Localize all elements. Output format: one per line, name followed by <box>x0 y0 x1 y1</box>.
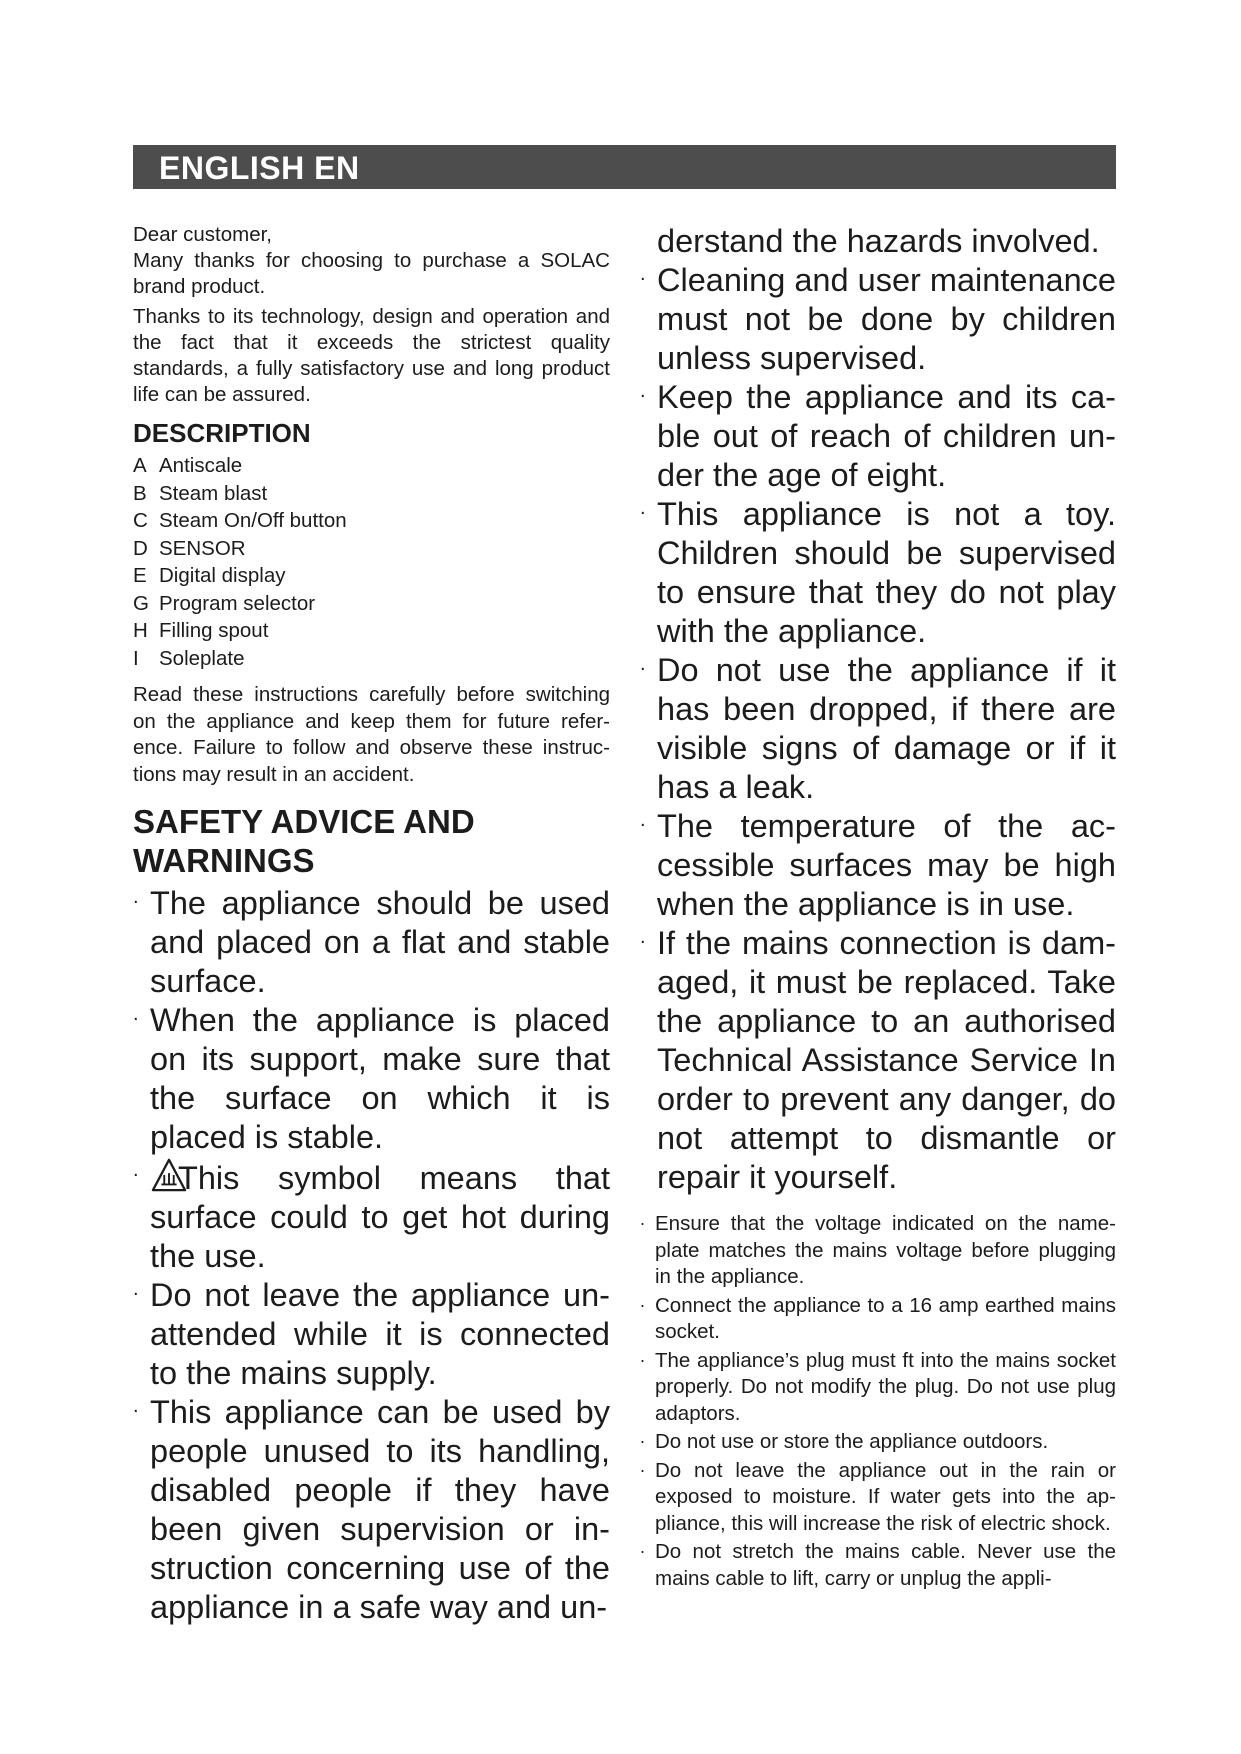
hot-symbol-text: This symbol means that surface could to get hot during the use. <box>150 1160 610 1274</box>
description-letter: I <box>133 646 139 670</box>
safety-item: . Do not leave the appliance unattended while it is connected to the mains supply. <box>133 1276 610 1393</box>
safety-small-item: . Do not use or store the appliance outdoors. <box>640 1429 1116 1456</box>
description-item <box>133 562 610 590</box>
safety-small-item: . The appliance’s plug must ft into the mains socket properly. Do not modify the plug. Do not use plug adaptors. <box>640 1348 1116 1428</box>
description-item <box>133 480 610 508</box>
description-item <box>133 617 610 645</box>
safety-item: . Cleaning and user maintenance must not be done by children unless supervised. <box>640 261 1116 378</box>
description-item <box>133 535 610 563</box>
language-header-bar <box>133 145 1116 189</box>
read-instructions-note: Read these instructions carefully before switching on the appliance and keep them for future reference. Failure to follow and observe these instructions may result in an accident. <box>133 683 610 786</box>
safety-small-item: . Connect the appliance to a 16 amp earthed mains socket. <box>640 1293 1116 1346</box>
safety-item: . The temperature of the accessible surfaces may be high when the appliance is in use. <box>640 807 1116 924</box>
description-label: Program selector <box>159 591 316 615</box>
description-label: Steam blast <box>159 481 268 505</box>
description-label: SENSOR <box>159 536 246 560</box>
safety-item: . The appliance should be used and placed on a flat and stable surface. <box>133 884 610 1001</box>
description-letter: D <box>133 536 148 560</box>
quality-paragraph: Thanks to its technology, design and operation and the fact that it exceeds the strictest quality standards, a fully satisfactory use and long product life can be assured. <box>133 305 610 406</box>
safety-item-hot-symbol <box>133 1157 610 1276</box>
safety-item: . Do not use the appliance if it has been dropped, if there are visible signs of damage or if it has a leak. <box>640 651 1116 807</box>
safety-item-continuation: derstand the hazards involved. <box>657 223 1100 259</box>
description-letter: E <box>133 564 147 587</box>
left-column <box>133 222 610 1627</box>
description-letter: A <box>133 454 147 477</box>
description-label: Soleplate <box>159 646 245 670</box>
description-label: Filling spout <box>159 619 269 642</box>
safety-list-right <box>640 222 1116 1197</box>
description-item <box>133 645 610 673</box>
safety-list-left <box>133 884 610 1627</box>
description-letter: G <box>133 591 149 615</box>
safety-list-small <box>640 1211 1116 1592</box>
safety-heading: SAFETY ADVICE AND WARNINGS <box>133 803 475 879</box>
language-header-title: ENGLISH EN <box>159 150 360 186</box>
safety-small-item: . Ensure that the voltage indicated on the nameplate matches the mains voltage before plugging in the appliance. <box>640 1211 1116 1291</box>
safety-item: . This appliance can be used by people unused to its handling, disabled people if they have been given supervision or instruction concerning use of the appliance in a safe way and un- <box>133 1393 610 1627</box>
description-item <box>133 452 610 480</box>
description-list <box>133 452 610 672</box>
safety-item: . When the appliance is placed on its support, make sure that the surface on which it is placed is stable. <box>133 1001 610 1157</box>
description-letter: B <box>133 481 147 505</box>
description-item <box>133 590 610 618</box>
description-label: Digital display <box>159 564 286 587</box>
safety-small-item: . Do not leave the appliance out in the rain or exposed to moisture. If water gets into the appliance, this will increase the risk of electric shock. <box>640 1458 1116 1538</box>
description-label: Antiscale <box>159 454 243 477</box>
thanks-paragraph: Many thanks for choosing to purchase a SOLAC brand product. <box>133 249 610 298</box>
greeting: Dear customer, <box>133 223 272 246</box>
description-item <box>133 507 610 535</box>
safety-item: . If the mains connection is damaged, it must be replaced. Take the appliance to an authorised Technical Assistance Service In order to prevent any danger, do not attempt to dismantle or repair it yourself. <box>640 924 1116 1197</box>
description-heading: DESCRIPTION <box>133 418 311 448</box>
description-letter: C <box>133 509 148 532</box>
right-column <box>640 222 1116 1594</box>
safety-item: . Keep the appliance and its cable out of reach of children under the age of eight. <box>640 378 1116 495</box>
safety-small-item: . Do not stretch the mains cable. Never use the mains cable to lift, carry or unplug the appli- <box>640 1539 1116 1592</box>
description-label: Steam On/Off button <box>159 509 347 532</box>
safety-item: . This appliance is not a toy. Children should be supervised to ensure that they do not play with the appliance. <box>640 495 1116 651</box>
description-letter: H <box>133 619 148 642</box>
